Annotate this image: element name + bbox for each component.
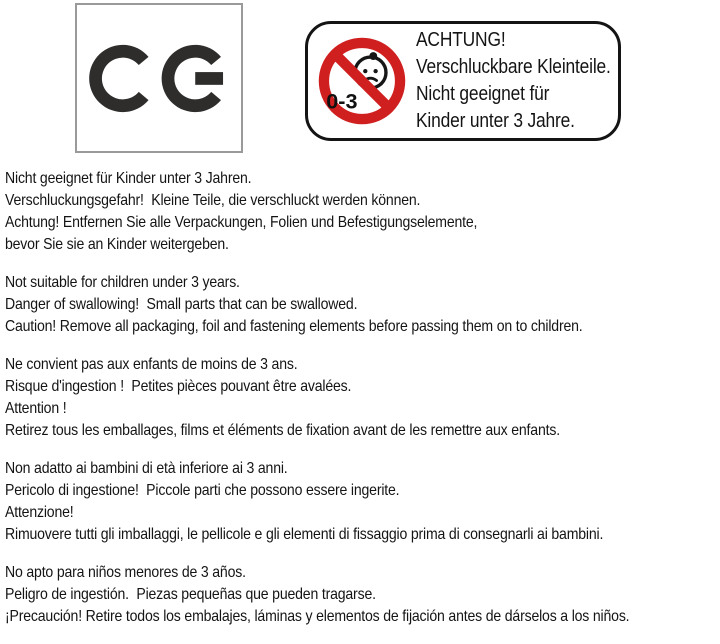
age-range-label: 0-3 — [326, 88, 358, 114]
warning-line: Danger of swallowing! Small parts that can be swallowed. — [5, 296, 358, 313]
baby-topknot — [369, 52, 377, 60]
warning-line: Verschluckungsgefahr! Kleine Teile, die verschluckt werden können. — [5, 192, 421, 209]
warning-line: Caution! Remove all packaging, foil and fastening elements before passing them on to children. — [5, 318, 583, 335]
warning-paragraph-en — [5, 272, 720, 338]
no-children-under-3-icon — [315, 34, 409, 128]
age-warning-text — [416, 27, 611, 135]
warning-line: Attenzione! — [5, 504, 74, 521]
warning-line: No apto para niños menores de 3 años. — [5, 564, 246, 581]
ce-mark-box — [75, 3, 243, 153]
warning-line: Achtung! Entfernen Sie alle Verpackungen, Folien und Befestigungselemente, — [5, 214, 478, 231]
warning-line: ACHTUNG! — [416, 29, 506, 51]
warning-line: Non adatto ai bambini di età inferiore ai 3 anni. — [5, 460, 288, 477]
warning-paragraph-it — [5, 458, 720, 546]
baby-eye-right — [373, 69, 377, 73]
warning-line: Kinder unter 3 Jahre. — [416, 110, 575, 132]
warning-line: Not suitable for children under 3 years. — [5, 274, 240, 291]
warning-line: ¡Precaución! Retire todos los embalajes, láminas y elementos de fijación antes de dárselos a los niños. — [5, 608, 630, 625]
ce-mark-icon — [88, 35, 230, 122]
warning-line: Verschluckbare Kleinteile. — [416, 56, 611, 78]
warning-line: bevor Sie sie an Kinder weitergeben. — [5, 236, 229, 253]
warning-line: Peligro de ingestión. Piezas pequeñas que pueden tragarse. — [5, 586, 376, 603]
baby-eye-left — [363, 69, 367, 73]
warning-line: Nicht geeignet für Kinder unter 3 Jahren. — [5, 170, 252, 187]
warning-line: Risque d'ingestion ! Petites pièces pouvant être avalées. — [5, 378, 352, 395]
warning-line: Pericolo di ingestione! Piccole parti che possono essere ingerite. — [5, 482, 400, 499]
warning-paragraph-es — [5, 562, 720, 628]
warning-line: Ne convient pas aux enfants de moins de 3 ans. — [5, 356, 298, 373]
warning-paragraph-fr — [5, 354, 720, 442]
warning-line: Attention ! — [5, 400, 67, 417]
warning-line: Nicht geeignet für — [416, 83, 550, 105]
age-warning-box — [305, 21, 621, 141]
warning-paragraph-de — [5, 168, 720, 256]
warning-paragraphs — [5, 168, 720, 644]
warning-line: Retirez tous les emballages, films et éléments de fixation avant de les remettre aux enfants. — [5, 422, 560, 439]
warning-line: Rimuovere tutti gli imballaggi, le pellicole e gli elementi di fissaggio prima di consegnarli ai bambini. — [5, 526, 604, 543]
